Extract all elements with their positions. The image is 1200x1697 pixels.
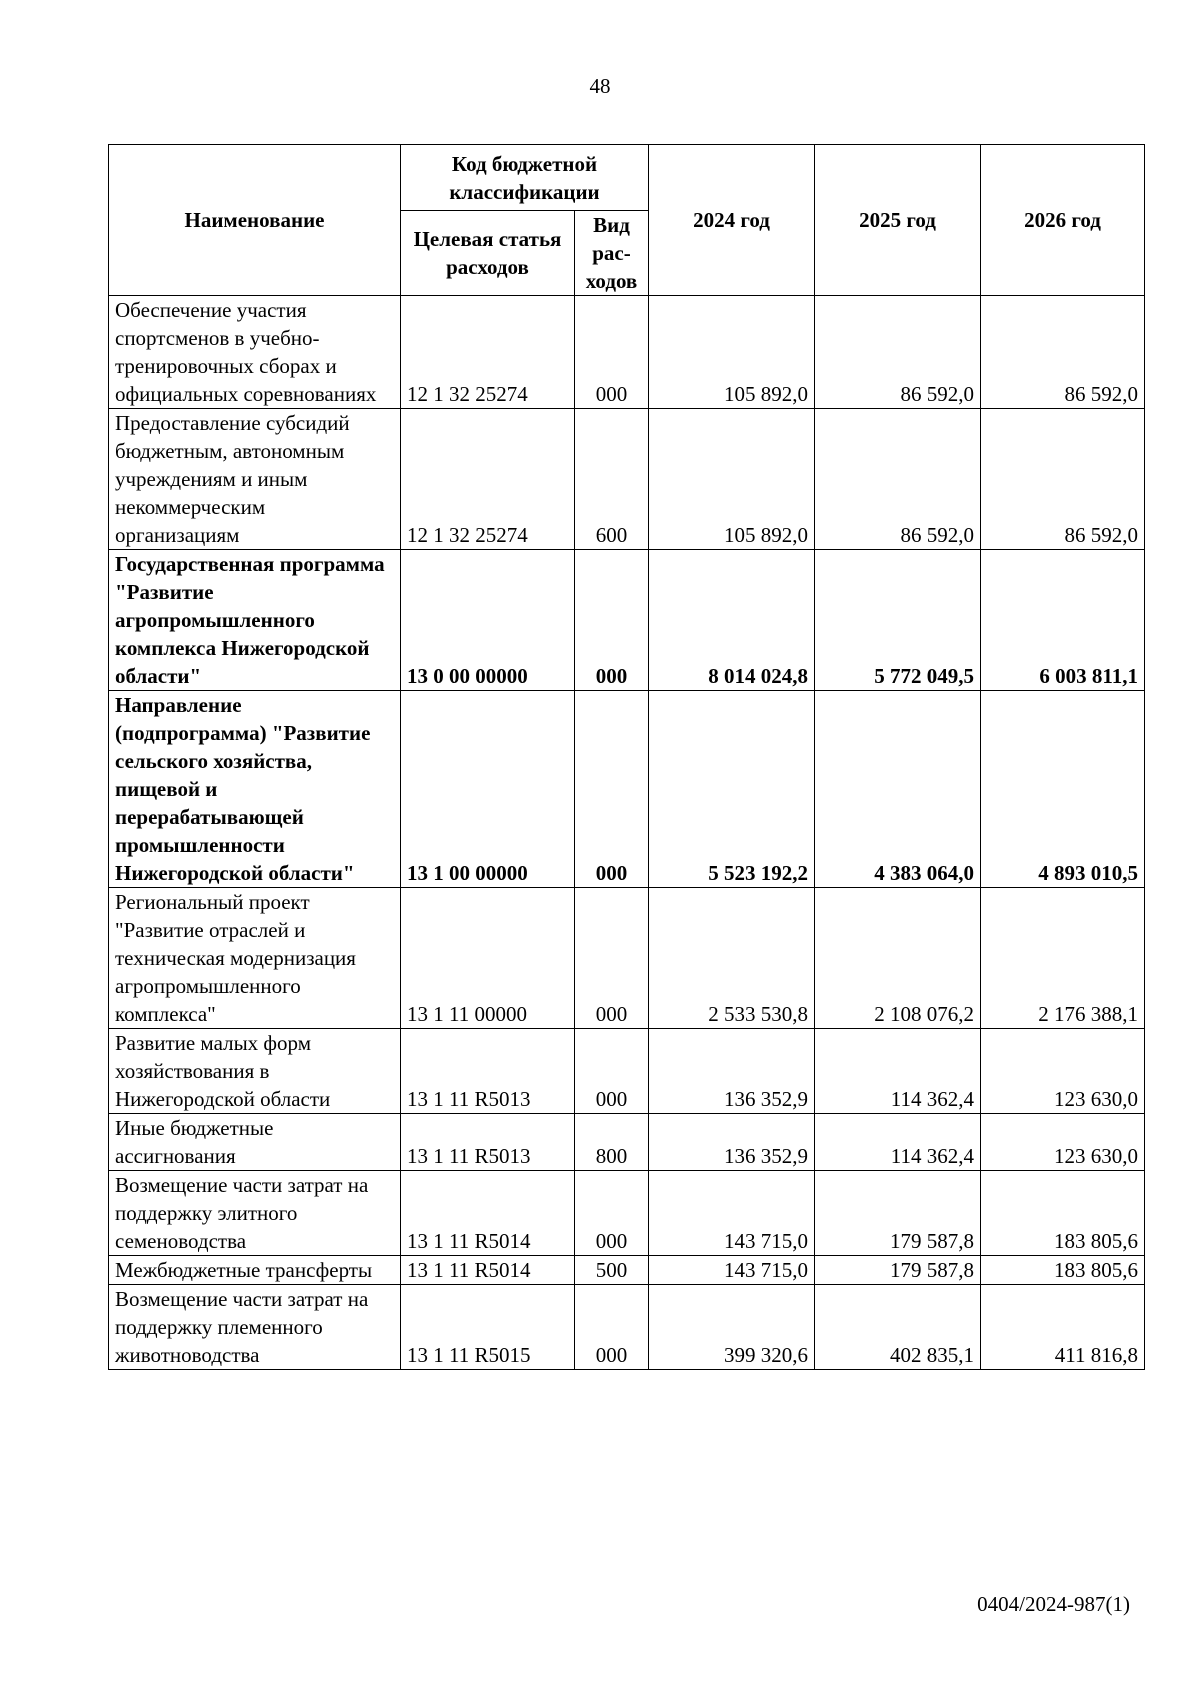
cell-2024: 136 352,9 (649, 1114, 815, 1171)
cell-2026: 86 592,0 (981, 296, 1145, 409)
header-year-2026: 2026 год (981, 145, 1145, 296)
cell-name: Иные бюджетные ассигнования (109, 1114, 401, 1171)
cell-name: Межбюджетные трансферты (109, 1256, 401, 1285)
cell-expense-type: 000 (575, 1171, 649, 1256)
cell-target-article: 13 1 11 R5014 (401, 1171, 575, 1256)
cell-2026: 411 816,8 (981, 1285, 1145, 1370)
header-budget-code-group: Код бюджетной классификации (401, 145, 649, 211)
cell-2026: 6 003 811,1 (981, 550, 1145, 691)
header-name: Наименование (109, 145, 401, 296)
table-row (109, 296, 1145, 409)
cell-name: Региональный проект "Развитие отраслей и техническая модернизация агропромышленного комплекса" (109, 888, 401, 1029)
cell-target-article: 12 1 32 25274 (401, 409, 575, 550)
cell-2025: 2 108 076,2 (815, 888, 981, 1029)
cell-target-article: 13 1 00 00000 (401, 691, 575, 888)
cell-expense-type: 000 (575, 1285, 649, 1370)
cell-name: Возмещение части затрат на поддержку элитного семеноводства (109, 1171, 401, 1256)
cell-target-article: 13 1 11 R5013 (401, 1029, 575, 1114)
cell-2024: 5 523 192,2 (649, 691, 815, 888)
document-code: 0404/2024-987(1) (977, 1592, 1130, 1616)
table-row (109, 550, 1145, 691)
cell-target-article: 13 1 11 R5013 (401, 1114, 575, 1171)
cell-2024: 399 320,6 (649, 1285, 815, 1370)
cell-target-article: 13 1 11 R5014 (401, 1256, 575, 1285)
cell-expense-type: 000 (575, 296, 649, 409)
cell-expense-type: 800 (575, 1114, 649, 1171)
table-row (109, 1256, 1145, 1285)
cell-target-article: 13 1 11 R5015 (401, 1285, 575, 1370)
cell-2025: 179 587,8 (815, 1256, 981, 1285)
table-row (109, 1029, 1145, 1114)
cell-2026: 123 630,0 (981, 1029, 1145, 1114)
cell-expense-type: 500 (575, 1256, 649, 1285)
cell-name: Предоставление субсидий бюджетным, автономным учреждениям и иным некоммерческим организациям (109, 409, 401, 550)
cell-2024: 143 715,0 (649, 1171, 815, 1256)
cell-2025: 5 772 049,5 (815, 550, 981, 691)
table-row (109, 409, 1145, 550)
cell-2026: 183 805,6 (981, 1171, 1145, 1256)
cell-expense-type: 000 (575, 691, 649, 888)
header-expense-type: Вид рас-ходов (575, 211, 649, 296)
cell-target-article: 13 0 00 00000 (401, 550, 575, 691)
page-number: 48 (589, 74, 611, 98)
table-row (109, 888, 1145, 1029)
cell-2026: 183 805,6 (981, 1256, 1145, 1285)
cell-expense-type: 000 (575, 888, 649, 1029)
cell-expense-type: 000 (575, 1029, 649, 1114)
cell-2026: 2 176 388,1 (981, 888, 1145, 1029)
table-row (109, 1285, 1145, 1370)
cell-2024: 2 533 530,8 (649, 888, 815, 1029)
cell-2026: 4 893 010,5 (981, 691, 1145, 888)
cell-2024: 136 352,9 (649, 1029, 815, 1114)
cell-target-article: 13 1 11 00000 (401, 888, 575, 1029)
budget-table (108, 144, 1145, 1370)
cell-2024: 105 892,0 (649, 409, 815, 550)
cell-2024: 105 892,0 (649, 296, 815, 409)
cell-target-article: 12 1 32 25274 (401, 296, 575, 409)
cell-name: Государственная программа "Развитие агропромышленного комплекса Нижегородской области" (109, 550, 401, 691)
cell-2025: 86 592,0 (815, 409, 981, 550)
cell-2025: 179 587,8 (815, 1171, 981, 1256)
cell-2025: 114 362,4 (815, 1114, 981, 1171)
cell-name: Возмещение части затрат на поддержку племенного животноводства (109, 1285, 401, 1370)
cell-2024: 8 014 024,8 (649, 550, 815, 691)
table-body (109, 296, 1145, 1370)
cell-name: Направление (подпрограмма) "Развитие сельского хозяйства, пищевой и перерабатывающей промышленности Нижегородской области" (109, 691, 401, 888)
cell-2025: 402 835,1 (815, 1285, 981, 1370)
cell-name: Развитие малых форм хозяйствования в Нижегородской области (109, 1029, 401, 1114)
cell-2026: 86 592,0 (981, 409, 1145, 550)
cell-2026: 123 630,0 (981, 1114, 1145, 1171)
cell-name: Обеспечение участия спортсменов в учебно-тренировочных сборах и официальных соревнованиях (109, 296, 401, 409)
cell-2024: 143 715,0 (649, 1256, 815, 1285)
header-year-2024: 2024 год (649, 145, 815, 296)
header-target-article: Целевая статья расходов (401, 211, 575, 296)
header-year-2025: 2025 год (815, 145, 981, 296)
table-row (109, 1171, 1145, 1256)
cell-2025: 114 362,4 (815, 1029, 981, 1114)
cell-2025: 4 383 064,0 (815, 691, 981, 888)
cell-expense-type: 000 (575, 550, 649, 691)
table-row (109, 691, 1145, 888)
table-row (109, 1114, 1145, 1171)
cell-expense-type: 600 (575, 409, 649, 550)
cell-2025: 86 592,0 (815, 296, 981, 409)
